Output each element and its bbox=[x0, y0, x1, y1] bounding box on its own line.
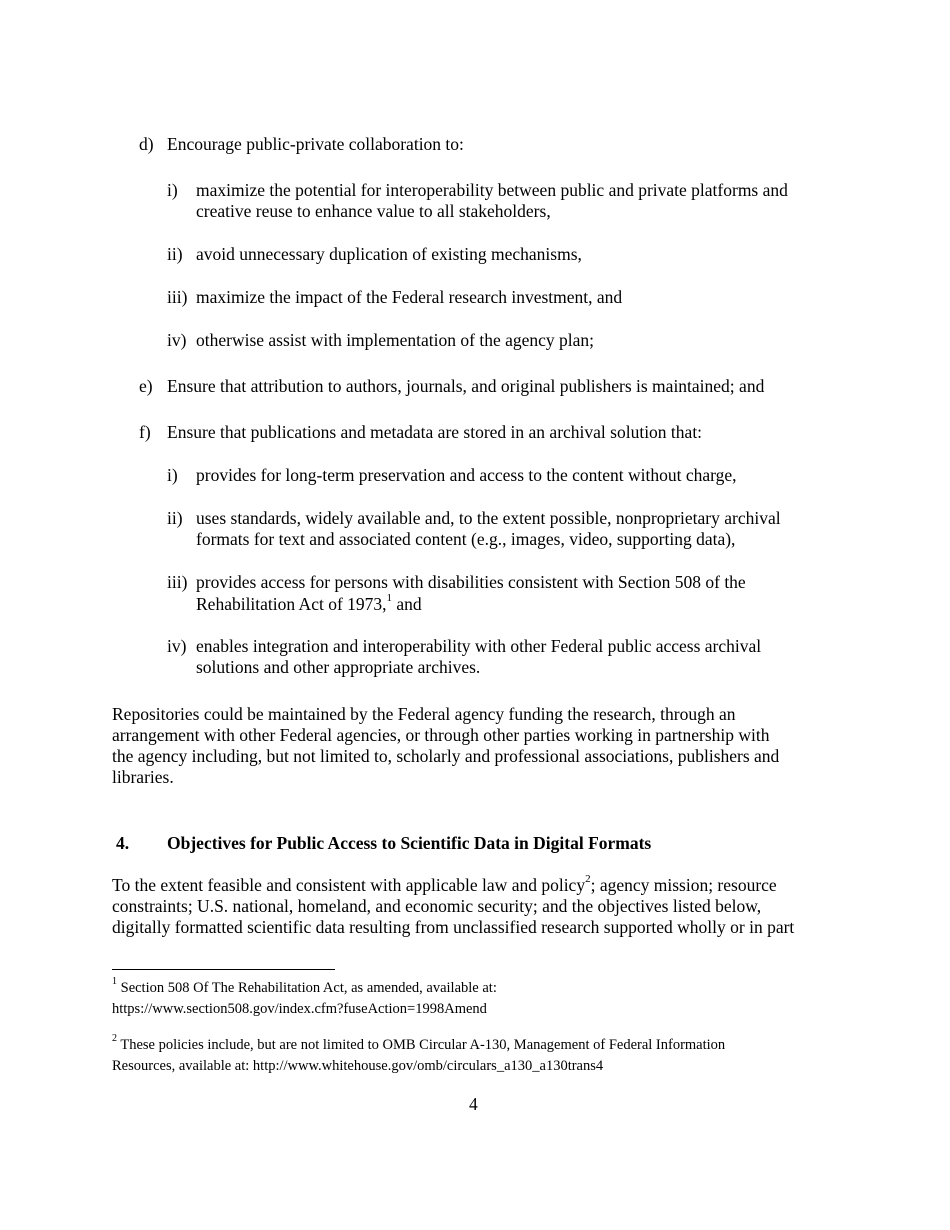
sublist-item-f-iii-line1: provides access for persons with disabilities consistent with Section 508 of the bbox=[196, 572, 746, 592]
section4-paragraph-line1: To the extent feasible and consistent with applicable law and policy$^2$; agency mission; resource bbox=[112, 873, 777, 895]
sublist-marker-f-iv: iv) bbox=[167, 636, 187, 656]
repositories-paragraph-line3: the agency including, but not limited to, scholarly and professional associations, publishers and bbox=[112, 746, 780, 766]
footnote-1-line1: $^1$ Section 508 Of The Rehabilitation Act, as amended, available at: bbox=[112, 976, 497, 996]
footnote-2-line2[interactable]: Resources, available at: http://www.whitehouse.gov/omb/circulars_a130_a130trans4 bbox=[112, 1058, 604, 1074]
list-item-f: Ensure that publications and metadata are stored in an archival solution that: bbox=[167, 422, 703, 442]
section-number: 4. bbox=[116, 833, 130, 853]
page-number: 4 bbox=[469, 1094, 478, 1114]
footnote-ref-2[interactable]: 2 bbox=[585, 873, 591, 886]
sublist-marker-f-ii: ii) bbox=[167, 508, 183, 528]
sublist-marker-d-i: i) bbox=[167, 180, 178, 200]
sublist-marker-f-iii: iii) bbox=[167, 572, 188, 592]
list-item-d: Encourage public-private collaboration to: bbox=[167, 134, 464, 154]
sublist-marker-d-ii: ii) bbox=[167, 244, 183, 264]
sublist-item-d-ii: avoid unnecessary duplication of existing mechanisms, bbox=[196, 244, 582, 264]
sublist-item-f-ii-line2: formats for text and associated content (e.g., images, video, supporting data), bbox=[196, 529, 736, 549]
list-marker-f: f) bbox=[139, 422, 151, 442]
repositories-paragraph-line2: arrangement with other Federal agencies, or through other parties working in partnership with bbox=[112, 725, 770, 745]
list-marker-e: e) bbox=[139, 376, 153, 396]
footnote-ref-1[interactable]: 1 bbox=[386, 592, 393, 605]
sublist-marker-f-i: i) bbox=[167, 465, 178, 485]
sublist-item-f-ii-line1: uses standards, widely available and, to the extent possible, nonproprietary archival bbox=[196, 508, 781, 528]
sublist-item-d-i-line1: maximize the potential for interoperability between public and private platforms and bbox=[196, 180, 788, 200]
sublist-item-d-iv: otherwise assist with implementation of the agency plan; bbox=[196, 330, 595, 350]
list-marker-d: d) bbox=[139, 134, 154, 154]
section4-paragraph-line3: digitally formatted scientific data resulting from unclassified research supported wholly or in part bbox=[112, 917, 795, 937]
sublist-marker-d-iv: iv) bbox=[167, 330, 187, 350]
footnote-separator bbox=[112, 969, 335, 970]
sublist-item-f-iii-line2: Rehabilitation Act of 1973,$^1$ and bbox=[196, 592, 422, 614]
footnote-2-line1: $^2$ These policies include, but are not limited to OMB Circular A-130, Management of Federal Information bbox=[112, 1033, 726, 1053]
section-heading: Objectives for Public Access to Scientific Data in Digital Formats bbox=[167, 833, 652, 853]
sublist-item-f-iv-line1: enables integration and interoperability with other Federal public access archival bbox=[196, 636, 762, 656]
sublist-item-d-iii: maximize the impact of the Federal research investment, and bbox=[196, 287, 623, 307]
repositories-paragraph-line4: libraries. bbox=[112, 767, 174, 787]
repositories-paragraph-line1: Repositories could be maintained by the Federal agency funding the research, through an bbox=[112, 704, 736, 724]
sublist-marker-d-iii: iii) bbox=[167, 287, 188, 307]
sublist-item-f-i: provides for long-term preservation and access to the content without charge, bbox=[196, 465, 737, 485]
sublist-item-d-i-line2: creative reuse to enhance value to all stakeholders, bbox=[196, 201, 551, 221]
sublist-item-f-iv-line2: solutions and other appropriate archives. bbox=[196, 657, 481, 677]
list-item-e: Ensure that attribution to authors, journals, and original publishers is maintained; and bbox=[167, 376, 765, 396]
section4-paragraph-line2: constraints; U.S. national, homeland, and economic security; and the objectives listed below, bbox=[112, 896, 762, 916]
footnote-1-line2[interactable]: https://www.section508.gov/index.cfm?fuseAction=1998Amend bbox=[112, 1001, 487, 1017]
